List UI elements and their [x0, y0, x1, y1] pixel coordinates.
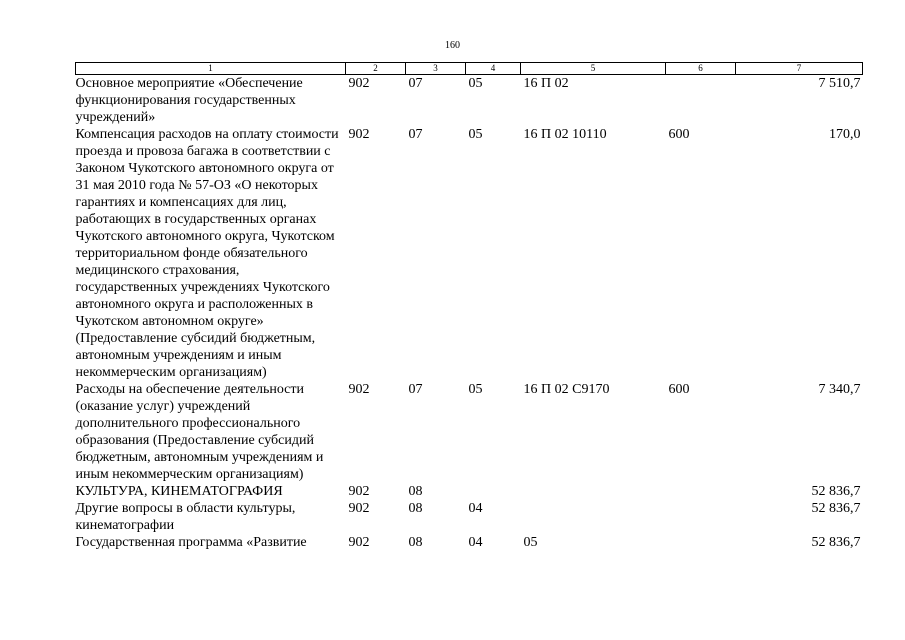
row-expense-type: [666, 483, 736, 500]
row-section: 08: [408, 535, 423, 550]
row-sum: 7 510,7: [818, 76, 861, 91]
row-subsection: 04: [468, 535, 483, 550]
row-grbs: 902: [348, 484, 370, 499]
row-expense-type: [666, 534, 736, 551]
row-target-article: 16 П 02 С9170: [523, 382, 610, 397]
row-target-article: [521, 500, 666, 534]
row-sum: 52 836,7: [811, 484, 861, 499]
row-grbs: 902: [348, 535, 370, 550]
table-row: [76, 500, 863, 534]
table-body: [76, 75, 863, 552]
row-section: 07: [408, 127, 423, 142]
row-sum: 170,0: [829, 127, 861, 142]
row-section: 07: [408, 76, 423, 91]
column-header-3: 3: [406, 63, 466, 75]
row-target-article: [521, 483, 666, 500]
row-sum: 52 836,7: [811, 535, 861, 550]
row-subsection: 05: [468, 382, 483, 397]
column-header-2: 2: [346, 63, 406, 75]
row-name: Компенсация расходов на оплату стоимости проезда и провоза багажа в соответствии с Законом Чукотского автономного округа от 31 мая 2010 года № 57-ОЗ «О некоторых гарантиях и компенсациях для лиц, работающих в государственных органах Чукотского автономного округа, Чукотском территориальном фонде обязательного медицинского страхования, государственных учреждениях Чукотского автономного округа и расположенных в Чукотском автономном округе» (Предоставление субсидий бюджетным, автономным учреждениям и иным некоммерческим организациям): [75, 127, 339, 380]
row-expense-type: 600: [668, 127, 690, 142]
table-row: [76, 126, 863, 381]
column-header-4: 4: [466, 63, 521, 75]
row-subsection: 04: [468, 501, 483, 516]
row-grbs: 902: [348, 501, 370, 516]
table-row: [76, 534, 863, 551]
row-expense-type: 600: [668, 382, 690, 397]
table-row: [76, 75, 863, 127]
row-grbs: 902: [348, 127, 370, 142]
row-name: Расходы на обеспечение деятельности (оказание услуг) учреждений дополнительного профессионального образования (Предоставление субсидий бюджетным, автономным учреждениям и иным некоммерческим организациям): [75, 382, 324, 482]
row-section: 08: [408, 484, 423, 499]
row-target-article: 05: [523, 535, 538, 550]
table-header: [76, 63, 863, 75]
column-header-1: 1: [76, 63, 346, 75]
table-row: [76, 483, 863, 500]
row-section: 07: [408, 382, 423, 397]
page-number: 160: [445, 40, 460, 51]
row-sum: 7 340,7: [818, 382, 861, 397]
column-header-5: 5: [521, 63, 666, 75]
row-subsection: 05: [468, 76, 483, 91]
row-expense-type: [666, 75, 736, 127]
column-header-7: 7: [736, 63, 863, 75]
budget-table: [75, 62, 863, 551]
row-grbs: 902: [348, 76, 370, 91]
row-name: КУЛЬТУРА, КИНЕМАТОГРАФИЯ: [75, 484, 283, 499]
row-name: Другие вопросы в области культуры, кинематографии: [75, 501, 296, 533]
row-sum: 52 836,7: [811, 501, 861, 516]
table-row: [76, 381, 863, 483]
row-grbs: 902: [348, 382, 370, 397]
row-subsection: [466, 483, 521, 500]
row-section: 08: [408, 501, 423, 516]
header-row: [76, 63, 863, 75]
row-target-article: 16 П 02 10110: [523, 127, 607, 142]
row-expense-type: [666, 500, 736, 534]
row-name: Основное мероприятие «Обеспечение функционирования государственных учреждений»: [75, 76, 303, 125]
column-header-6: 6: [666, 63, 736, 75]
row-target-article: 16 П 02: [523, 76, 569, 91]
row-name: Государственная программа «Развитие: [75, 535, 307, 550]
row-subsection: 05: [468, 127, 483, 142]
